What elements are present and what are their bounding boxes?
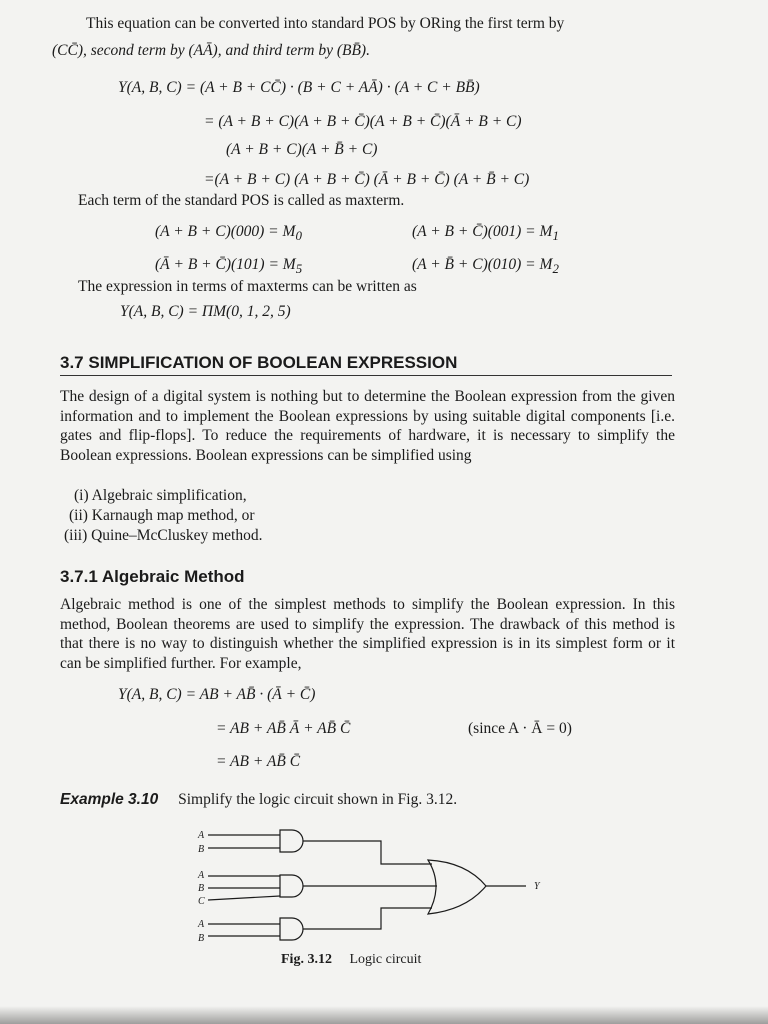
input-label: B [198, 844, 205, 855]
algebraic-equation-2: = AB + AB̄ Ā + AB̄ C̄ [216, 720, 351, 737]
input-label: B [198, 883, 205, 894]
intro-line-1: This equation can be converted into standard POS by ORing the first term by [86, 15, 565, 32]
maxterm-note: Each term of the standard POS is called as maxterm. [78, 192, 405, 209]
maxterm-m1-text: (A + B + C̄)(001) = M [412, 223, 553, 240]
equation-1-lhs: Y(A, B, C) = [118, 79, 200, 96]
equation-3: (A + B + C)(A + B̄ + C) [226, 141, 378, 158]
equation-1 [118, 78, 480, 98]
method-item: (iii) Quine–McCluskey method. [64, 527, 263, 544]
example-label: Example 3.10 [60, 791, 159, 808]
input-label: B [198, 933, 205, 944]
maxterm-m5 [155, 255, 302, 279]
method-item: (i) Algebraic simplification, [74, 487, 247, 504]
maxterm-m1-sub: 1 [552, 228, 559, 244]
subsection-paragraph: Algebraic method is one of the simplest methods to simplify the Boolean expression. In this method, Boolean theorems are used to simplify the expression. The drawback of this method is that there is no way to distinguish whether the simplified expression is in its simplest form or it can be simplified further. For example, [60, 596, 675, 672]
method-item: (ii) Karnaugh map method, or [69, 507, 255, 524]
maxterm-m5-text: (Ā + B + C̄)(101) = M [155, 256, 296, 273]
algebraic-equation-1: Y(A, B, C) = AB + AB̄ · (Ā + C̄) [118, 686, 316, 703]
or-gate [428, 860, 486, 914]
equation-2: = (A + B + C)(A + B + C̄)(A + B + C̄)(Ā + B + C) [204, 113, 522, 130]
maxterm-m0-sub: 0 [295, 228, 302, 244]
section-rule [60, 375, 672, 376]
input-label: A [198, 919, 205, 930]
maxterm-m0 [155, 222, 302, 246]
and-gate-1 [280, 830, 303, 852]
maxterm-m5-sub: 5 [295, 261, 303, 277]
intro-line-2: (CC̄), second term by (AĀ), and third term by (BB̄). [52, 42, 370, 59]
and-gate-3 [280, 918, 303, 940]
maxterm-m2 [412, 255, 559, 279]
output-label: Y [534, 881, 540, 892]
example-text: Simplify the logic circuit shown in Fig. 3.12. [178, 791, 458, 808]
page-edge-shadow [0, 1006, 768, 1024]
figure-number: Fig. 3.12 [281, 952, 332, 967]
input-label: A [198, 870, 205, 881]
and-gate-2 [280, 875, 303, 897]
figure-caption [281, 952, 421, 968]
figure-caption-text: Logic circuit [349, 952, 422, 967]
maxterm-m1 [412, 222, 559, 246]
logic-circuit-diagram [188, 822, 548, 947]
equation-4: =(A + B + C) (A + B + C̄) (Ā + B + C̄) (A + B̄ + C) [204, 171, 530, 188]
maxterm-m2-sub: 2 [552, 261, 559, 277]
equation-1-rhs: (A + B + CC̄) · (B + C + AĀ) · (A + C + BB̄) [199, 79, 480, 96]
maxterm-m0-text: (A + B + C)(000) = M [155, 223, 296, 240]
method-list [64, 486, 262, 546]
subsection-title: 3.7.1 Algebraic Method [60, 567, 245, 586]
maxterm-m2-text: (A + B̄ + C)(010) = M [412, 256, 553, 273]
input-label: A [198, 830, 205, 841]
example-line [60, 790, 457, 810]
maxterm-expression: Y(A, B, C) = ΠM(0, 1, 2, 5) [120, 303, 291, 320]
section-paragraph: The design of a digital system is nothing but to determine the Boolean expression from the given information and to implement the Boolean expressions by using suitable digital components [i.e. gates and flip-flops]. To reduce the requirements of hardware, it is necessary to simplify the Boolean expressions. Boolean expressions can be simplified using [60, 388, 675, 464]
input-label: C [198, 896, 205, 907]
algebraic-note: (since A · Ā = 0) [468, 720, 572, 737]
section-title: 3.7 SIMPLIFICATION OF BOOLEAN EXPRESSION [60, 353, 458, 372]
maxterm-expression-note: The expression in terms of maxterms can be written as [78, 278, 417, 295]
algebraic-equation-3: = AB + AB̄ C̄ [216, 753, 301, 770]
